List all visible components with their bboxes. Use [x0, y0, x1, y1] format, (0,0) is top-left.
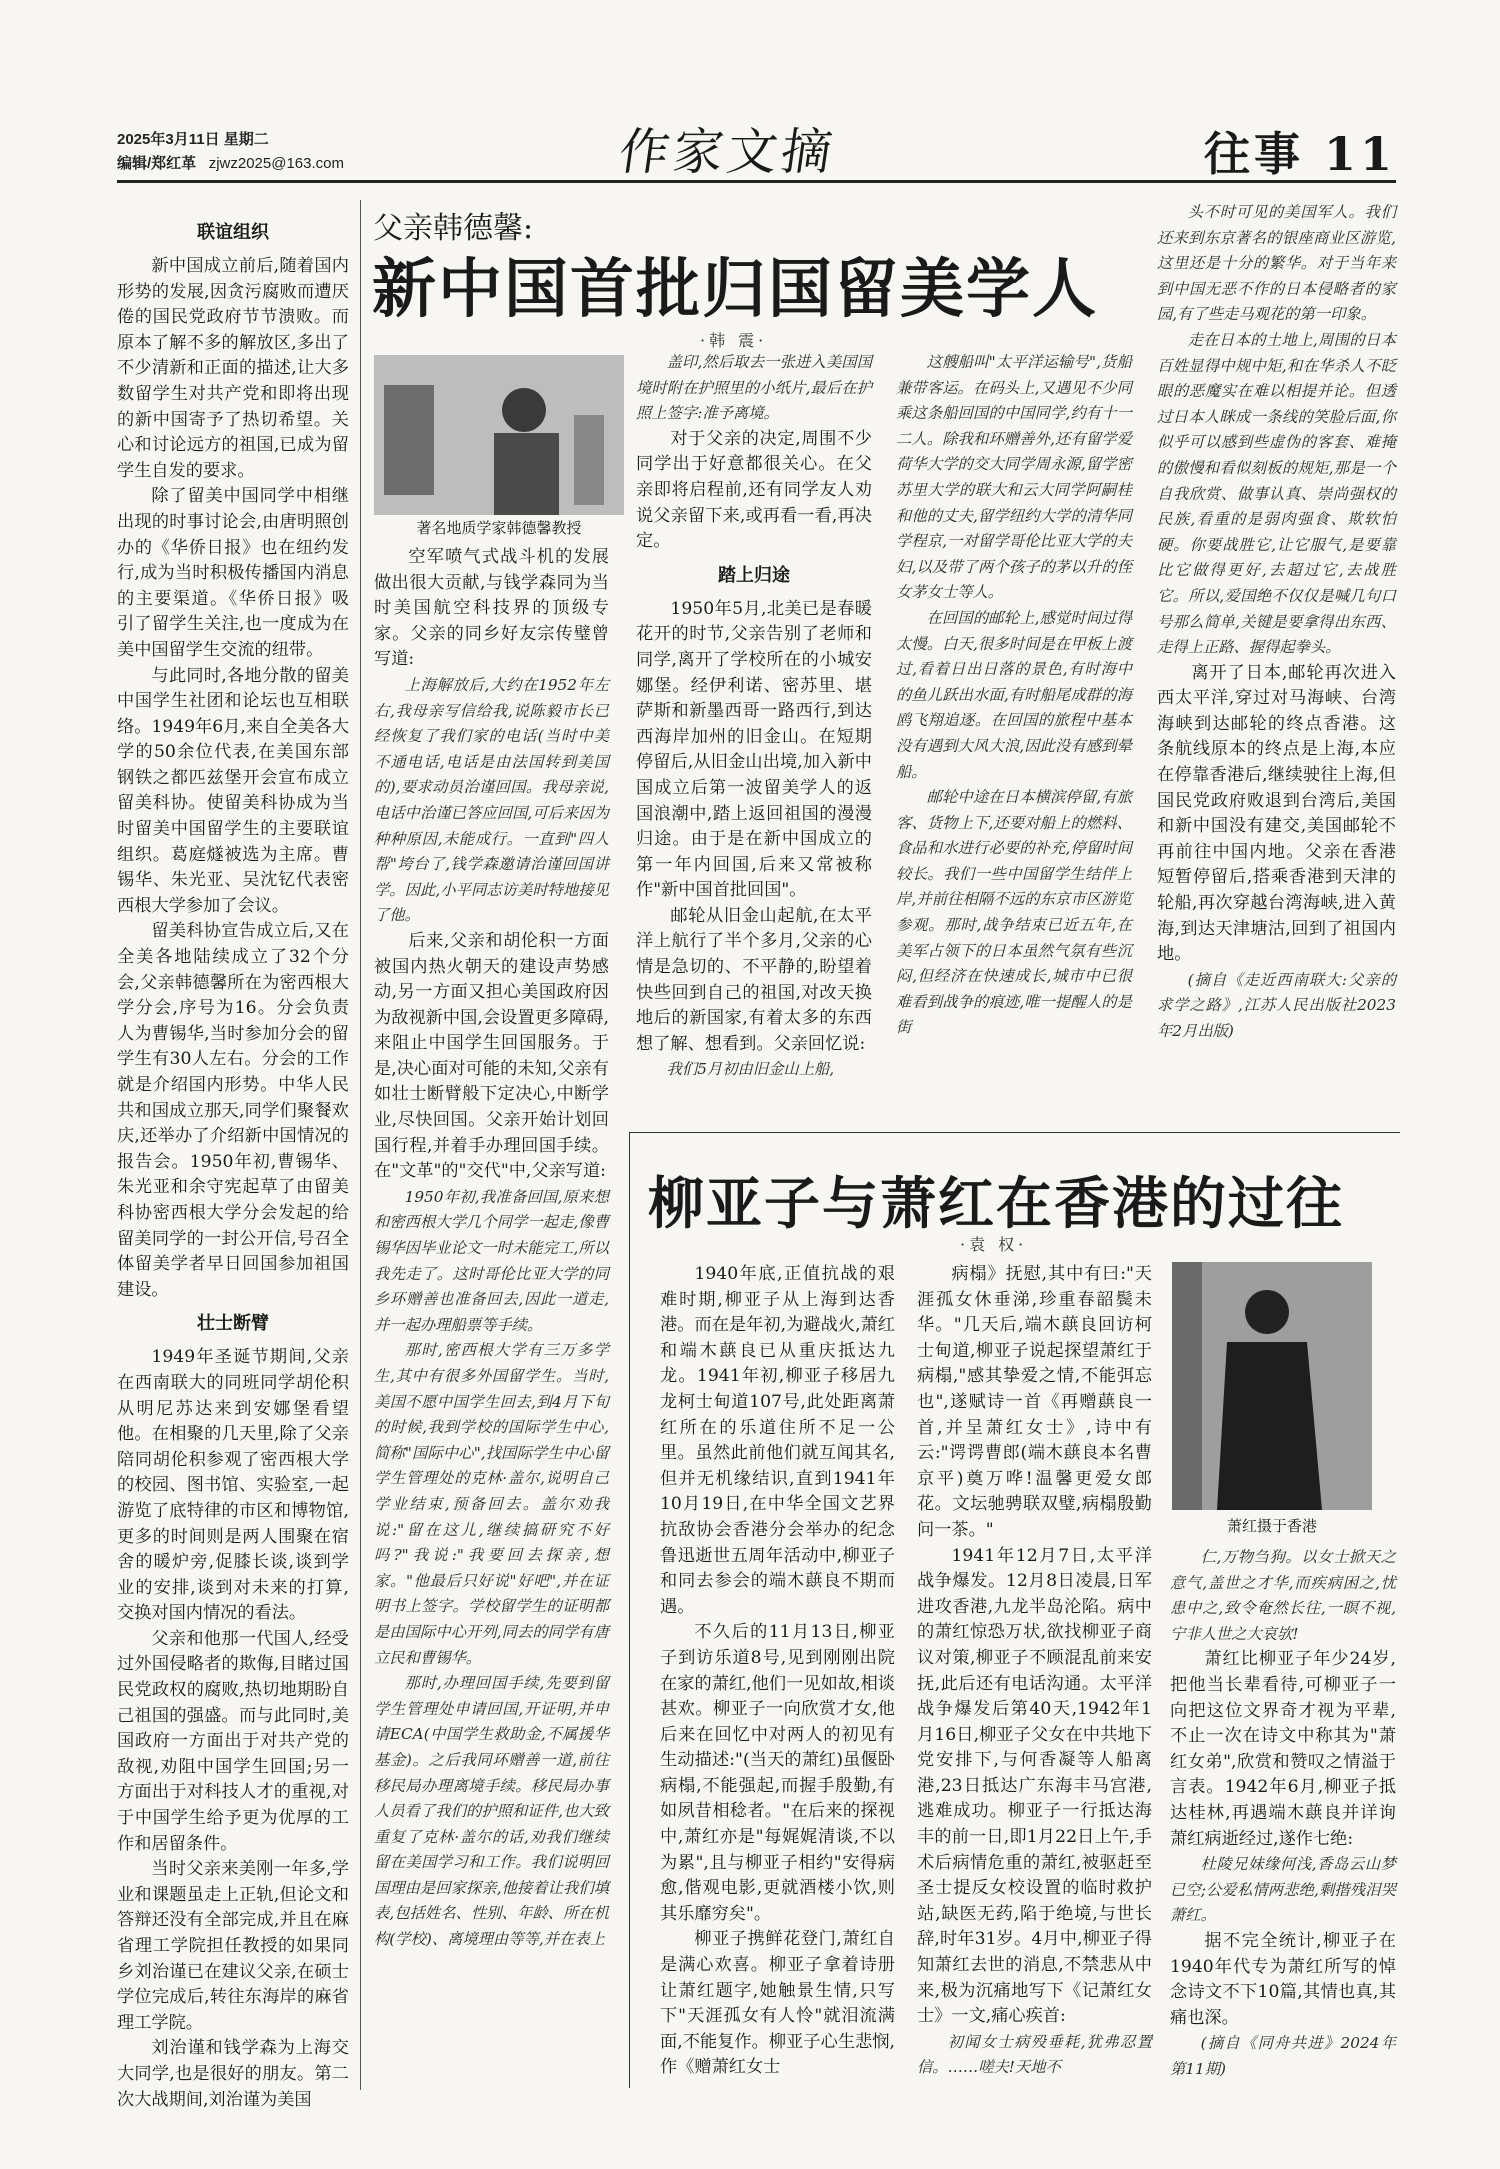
quote: 那时,密西根大学有三万多学生,其中有很多外国留学生。当时,美国不愿中国学生回去,到4月下旬的时候,我到学校的国际学生中心,简称"国际中心",找国际学生中心留学生管理处的克林·盖尔,说明自己学业结束,预备回去。盖尔劝我说:"留在这儿,继续搞研究不好吗?"我说:"我要回去探亲,想家。"他最后只好说"好吧",并在证明书上签字。学校留学生的证明都是由国际中心开列,同去的同学有唐立民和曹锡华。	[374, 1341, 609, 1667]
paragraph: 据不完全统计,柳亚子在1940年代专为萧红所写的悼念诗文不下10篇,其情也真,其痛也深。	[1170, 1930, 1396, 2028]
paragraph: 后来,父亲和胡伦积一方面被国内热火朝天的建设声势感动,另一方面又担心美国政府因为敌视新中国,会设置更多障碍,来阻止中国学生回国服务。于是,决心面对可能的未知,父亲有如壮士断臂般下定决心,中断学业,尽快回国。父亲开始计划回国行程,并着手办理回国手续。在"文革"的"交代"中,父亲写道:	[374, 930, 609, 1182]
article2-title: 柳亚子与萧红在香港的过往	[648, 1171, 1344, 1237]
quote: 邮轮中途在日本横滨停留,有旅客、货物上下,还要对船上的燃料、食品和水进行必要的补充,停留时间较长。我们一些中国留学生结伴上岸,并前往相隔不远的东京市区游览参观。那时,战争结束已近五年,在美军占领下的日本虽然气氛有些沉闷,但经济在快速成长,城市中已很难看到战争的痕迹,唯一提醒人的是街	[896, 788, 1132, 1037]
paragraph: 1949年圣诞节期间,父亲在西南联大的同班同学胡伦积从明尼苏达来到安娜堡看望他。在相聚的几天里,除了父亲陪同胡伦积参观了密西根大学的校园、图书馆、实验室,一起游览了底特律的市区和博物馆,更多的时间则是两人围聚在宿舍的暖炉旁,促膝长谈,谈到学业的安排,谈到对未来的打算,交换对国内情况的看法。	[117, 1347, 349, 1624]
article1-photo-caption: 著名地质学家韩德馨教授	[416, 519, 582, 537]
paragraph: 刘治谨和钱学森为上海交大同学,也是很好的朋友。第二次大战期间,刘治谨为美国	[117, 2038, 349, 2110]
paragraph: 萧红比柳亚子年少24岁,把他当长辈看待,可柳亚子一向把这位文界奇才视为平辈,不止一次在诗文中称其为"萧红女弟",欣赏和赞叹之情溢于言表。1942年6月,柳亚子抵达桂林,再遇端木蕻良并详询萧红病逝经过,遂作七绝:	[1170, 1649, 1396, 1849]
paragraph: 1950年5月,北美已是春暖花开的时节,父亲告别了老师和同学,离开了学校所在的小城安娜堡。经伊利诺、密苏里、堪萨斯和新墨西哥一路西行,到达西海岸加州的旧金山。在短期停留后,从旧金山出境,加入新中国成立后第一波留美学人的返国浪潮中,踏上返回祖国的漫漫归途。由于是在新中国成立的第一年内回国,后来又常被称作"新中国首批回国"。	[636, 598, 872, 901]
header-rule	[117, 180, 1396, 183]
paragraph: 新中国成立前后,随着国内形势的发展,因贪污腐败而遭厌倦的国民党政府节节溃败。而原本了解不多的解放区,多出了不少清新和正面的描述,让大多数留学生对共产党和即将出现的新中国寄予了热切希望。关心和讨论远方的祖国,已成为留学生自发的要求。	[117, 256, 349, 481]
article2-column-3	[1170, 1545, 1396, 2087]
paragraph: 邮轮从旧金山起航,在太平洋上航行了半个多月,父亲的心情是急切的、不平静的,盼望着快些回到自己的祖国,对改天换地后的新国家,有着太多的东西想了解、想看到。父亲回忆说:	[636, 905, 872, 1054]
subheading-resolve: 壮士断臂	[197, 1313, 269, 1335]
source-note: (摘自《同舟共进》2024年第11期)	[1170, 2034, 1396, 2078]
paragraph: 与此同时,各地分散的留美中国学生社团和论坛也互相联络。1949年6月,来自全美各大学的50余位代表,在美国东部钢铁之都匹兹堡开会宣布成立留美科协。使留美科协成为当时留美中国留学生的主要联谊组织。葛庭燧被选为主席。曹锡华、朱光亚、吴沈钇代表密西根大学参加了会议。	[117, 665, 350, 916]
article2-author: ·袁 权·	[960, 1235, 1028, 1254]
paragraph: 除了留美中国同学中相继出现的时事讨论会,由唐明照创办的《华侨日报》也在纽约发行,成为当时积极传播国内消息的主要渠道。《华侨日报》吸引了留学生关注,也一度成为在美中国留学生交流的纽带。	[117, 486, 349, 660]
portrait-photo-icon	[1172, 1262, 1372, 1510]
article1-column-1	[117, 212, 350, 2110]
article2-photo-caption: 萧红摄于香港	[1226, 1517, 1317, 1535]
column-divider	[360, 200, 361, 2090]
masthead-logo: 作家文摘	[615, 123, 840, 181]
paragraph: 对于父亲的决定,周围不少同学出于好意都很关心。在父亲即将启程前,还有同学友人劝说父亲留下来,或再看一看,再决定。	[636, 428, 872, 552]
source-note: (摘自《走近西南联大:父亲的求学之路》,江苏人民出版社2023年2月出版)	[1157, 970, 1396, 1040]
paragraph: 柳亚子携鲜花登门,萧红自是满心欢喜。柳亚子拿着诗册让萧红题字,她触景生情,只写下"天涯孤女有人怜"就泪流满面,不能复作。柳亚子心生悲悯,作《赠萧红女士	[660, 1929, 895, 2078]
article2-column-2	[917, 1262, 1152, 2087]
article1-column-5	[1157, 200, 1396, 1130]
quote: 盖印,然后取去一张进入美国国境时附在护照里的小纸片,最后在护照上签字:准予离境。	[636, 353, 872, 423]
article1-column-2	[374, 545, 609, 2082]
paragraph: 病榻》抚慰,其中有曰:"天涯孤女休垂涕,珍重春韶鬓未华。"几天后,端木蕻良回访柯士甸道,柳亚子说起探望萧红于病榻,"感其挚爱之情,不能弭忘也",遂赋诗一首《再赠蕻良一首,并呈萧红女士》,诗中有云:"谔谔曹郎(端木蕻良本名曹京平)奠万哗!温馨更爱女郎花。文坛驰骋联双璧,病榻殷勤问一茶。"	[917, 1264, 1152, 1540]
paragraph: 1940年底,正值抗战的艰难时期,柳亚子从上海到达香港。而在是年初,为避战火,萧红和端木蕻良已从重庆抵达九龙。1941年初,柳亚子移居九龙柯士甸道107号,此处距离萧红所在的乐道住所不足一公里。虽然此前他们就互闻其名,但并无机缘结识,直到1941年10月19日,在中华全国文艺界抗敌协会香港分会举办的纪念鲁迅逝世五周年活动中,柳亚子和同去参会的端木蕻良不期而遇。	[660, 1264, 895, 1617]
article1-kicker: 父亲韩德馨:	[373, 211, 534, 246]
quote: 1950年初,我准备回国,原来想和密西根大学几个同学一起走,像曹锡华因毕业论文一时未能完工,所以我先走了。这时哥伦比亚大学的同乡环赠善也准备回去,因此一道走,并一起办理船票等手续。	[374, 1187, 609, 1334]
editor-credit: 编辑/郑红革	[117, 155, 197, 172]
editor-email: zjwz2025@163.com	[208, 155, 344, 172]
quote: 这艘船叫"太平洋运输号",货船兼带客运。在码头上,又遇见不少同乘这条船回国的中国同学,约有十一二人。除我和环赠善外,还有留学爱荷华大学的交大同学周永源,留学密苏里大学的联大和云大同学阿嗣桂和他的丈夫,留学纽约大学的清华同学程京,一对留学哥伦比亚大学的夫妇,以及带了两个孩子的茅以升的侄女茅女士等人。	[896, 353, 1132, 602]
quote: 初闻女士病殁垂耗,犹弗忍置信。……嗟夫!天地不	[917, 2032, 1152, 2077]
subheading-journey: 踏上归途	[718, 564, 790, 586]
article1-author: ·韩 震·	[700, 331, 768, 350]
section-title	[1204, 118, 1396, 184]
page-number: 11	[1323, 127, 1396, 181]
paragraph: 当时父亲来美刚一年多,学业和课题虽走上正轨,但论文和答辩还没有全部完成,并且在麻省理工学院担任教授的如果同乡刘治谨已在建议父亲,在硕士学位完成后,转往东海岸的麻省理工学院。	[117, 1859, 349, 2033]
paragraph: 父亲和他那一代国人,经受过外国侵略者的欺侮,目睹过国民党政权的腐败,热切地期盼自己祖国的强盛。而与此同时,美国政府一方面出于对共产党的敌视,劝阻中国学生回国;另一方面出于对科技人才的重视,对于中国学生给予更为优厚的工作和居留条件。	[117, 1628, 349, 1854]
article1-column-3	[636, 350, 872, 1120]
paragraph: 离开了日本,邮轮再次进入西太平洋,穿过对马海峡、台湾海峡到达邮轮的终点香港。这条航线原本的终点是上海,本应在停靠香港后,继续驶往上海,但国民党政府败退到台湾后,美国和新中国没有建交,美国邮轮不再前往中国内地。父亲在香港短暂停留后,搭乘香港到天津的轮船,再次穿越台湾海峡,进入黄海,到达天津塘沽,回到了祖国内地。	[1157, 662, 1396, 965]
paragraph: 不久后的11月13日,柳亚子到访乐道8号,见到刚刚出院在家的萧红,他们一见如故,相谈甚欢。柳亚子一向欣赏才女,他后来在回忆中对两人的初见有生动描述:"(当天的萧红)虽偃卧病榻,不能强起,而握手殷勤,有如夙昔相稔者。"在后来的探视中,萧红亦是"每娓娓清谈,不以为累",且与柳亚子相约"安得病愈,偕观电影,更就酒楼小饮,则其乐靡穷矣"。	[660, 1622, 895, 1924]
quote: 那时,办理回国手续,先要到留学生管理处申请回国,开证明,并申请ECA(中国学生救助金,不属援华基金)。之后我同环赠善一道,前往移民局办理离境手续。移民局办事人员看了我们的护照和证件,也大致重复了克林·盖尔的话,劝我们继续留在美国学习和工作。我们说明回国理由是回家探亲,他接着让我们填表,包括姓名、性别、年龄、所在机构(学校)、离境理由等等,并在表上	[374, 1674, 609, 1949]
article2-photo	[1172, 1262, 1372, 1510]
paragraph: 1941年12月7日,太平洋战争爆发。12月8日凌晨,日军进攻香港,九龙半岛沦陷。病中的萧红惊恐万状,欲找柳亚子商议对策,柳亚子不顾混乱前来安抚,此后还有电话沟通。太平洋战争爆发后第40天,1942年1月16日,柳亚子父女在中共地下党安排下,与何香凝等人船离港,23日抵达广东海丰马宫港,逃难成功。柳亚子一行抵达海丰的前一日,即1月22日上午,手术后病情危重的萧红,被驱赶至圣士提反女校设置的临时救护站,缺医无药,陷于绝境,与世长辞,时年31岁。4月中,柳亚子得知萧红去世的消息,不禁悲从中来,极为沉痛地写下《记萧红女士》一文,痛心疾首:	[917, 1545, 1152, 2027]
article2-column-1	[660, 1262, 895, 2087]
quote: 我们5月初由旧金山上船,	[666, 1060, 835, 1079]
issue-date: 2025年3月11日 星期二	[117, 131, 269, 148]
poem: 杜陵兄妹缘何浅,香岛云山梦已空;公爱私情两悲绝,剩揩残泪哭萧红。	[1170, 1855, 1396, 1925]
subheading-liaison: 联谊组织	[197, 222, 269, 243]
scientist-photo-icon	[374, 355, 624, 515]
article1-title: 新中国首批归国留美学人	[372, 252, 1098, 327]
paragraph: 空军喷气式战斗机的发展做出很大贡献,与钱学森同为当时美国航空科技界的顶级专家。父亲的同乡好友宗传璧曾写道:	[374, 547, 609, 670]
section-name: 往事	[1203, 127, 1304, 181]
quote: 上海解放后,大约在1952年左右,我母亲写信给我,说陈毅市长已经恢复了我们家的电话(当时中美不通电话,电话是由法国转到美国的),要求动员治谨回国。我母亲说,电话中治谨已答应回国,可后来因为种种原因,未能成行。一直到"四人帮"垮台了,钱学森邀请治谨回国讲学。因此,小平同志访美时特地接见了他。	[374, 675, 609, 925]
paragraph: 留美科协宣告成立后,又在全美各地陆续成立了32个分会,父亲韩德馨所在为密西根大学分会,序号为16。分会负责人为曹锡华,当时参加分会的留学生有30人左右。分会的工作就是介绍国内形势。中华人民共和国成立那天,同学们聚餐欢庆,还举办了介绍新中国情况的报告会。1950年初,曹锡华、朱光亚和余守宪起草了由留美科协密西根大学分会发起的给留美同学的一封公开信,号召全体留美学者早日回国参加祖国建设。	[117, 921, 349, 1300]
header-meta	[117, 128, 344, 176]
article1-column-4	[896, 350, 1132, 1120]
quote: 仁,万物刍狗。以女士掀天之意气,盖世之才华,而疾病困之,忧患中之,致令奄然长往,一瞑不视,宁非人世之大哀欤!	[1170, 1548, 1396, 1643]
quote: 走在日本的土地上,周围的日本百姓显得中规中矩,和在华杀人不眨眼的恶魔实在难以相提并论。但透过日本人眯成一条线的笑脸后面,你似乎可以感到些虚伪的客套、难掩的傲慢和看似刻板的规矩,那是一个自我欣赏、做事认真、崇尚强权的民族,看重的是弱肉强食、欺软怕硬。你要战胜它,让它服气,是要靠比它做得更好,去超过它,去战胜它。所以,爱国绝不仅仅是喊几句口号那么简单,关键是要拿得出东西、走得上正路、握得起拳头。	[1157, 330, 1396, 657]
quote: 头不时可见的美国军人。我们还来到东京著名的银座商业区游览,这里还是十分的繁华。对于当年来到中国无恶不作的日本侵略者的家园,有了些走马观花的第一印象。	[1157, 203, 1396, 324]
quote: 在回国的邮轮上,感觉时间过得太慢。白天,很多时间是在甲板上渡过,看着日出日落的景色,有时海中的鱼儿跃出水面,有时船尾成群的海鸥飞翔追逐。在回国的旅程中基本没有遇到大风大浪,因此没有感到晕船。	[896, 608, 1132, 781]
article1-photo	[374, 355, 624, 515]
